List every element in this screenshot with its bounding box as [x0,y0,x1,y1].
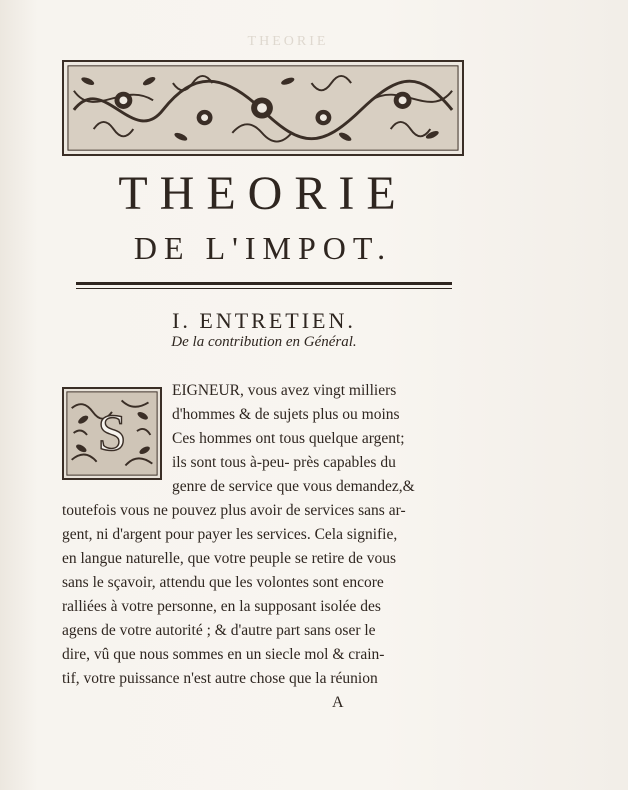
chapter-heading: I. ENTRETIEN. [172,308,356,333]
body-line: genre de service que vous demandez,& [172,478,415,495]
body-line: ils sont tous à-peu- près capables du [172,454,396,471]
body-line: agens de votre autorité ; & d'autre part sans oser le [62,622,376,639]
foliage-initial-icon [64,389,160,478]
body-line: tif, votre puissance n'est autre chose que la réunion [62,670,378,687]
body-line: ralliées à votre personne, en la supposant isolée des [62,598,381,615]
body-line: d'hommes & de sujets plus ou moins [172,406,400,423]
body-line: gent, ni d'argent pour payer les services. Cela signifie, [62,526,398,543]
ornamental-headpiece [62,60,464,156]
body-line: Ces hommes ont tous quelque argent; [172,430,405,447]
initial-letter: S [97,405,127,463]
signature-mark: A [332,694,344,711]
show-through-running-head: THEORIE [247,34,329,49]
decorated-initial [62,387,162,480]
body-line: toutefois vous ne pouvez plus avoir de services sans ar- [62,502,406,519]
body-line: EIGNEUR, vous avez vingt milliers [172,382,397,399]
page-subtitle: DE L'IMPOT. [133,230,393,266]
body-line: en langue naturelle, que votre peuple se retire de vous [62,550,396,567]
floral-ornament-icon [64,62,462,154]
page-title: THEORIE [118,167,408,220]
body-line: sans le sçavoir, attendu que les volontes sont encore [62,574,384,591]
double-rule-thin [76,288,452,289]
body-line: dire, vû que nous sommes en un siecle mol & crain- [62,646,385,663]
chapter-subheading: De la contribution en Général. [171,334,357,350]
double-rule-thick [76,282,452,285]
